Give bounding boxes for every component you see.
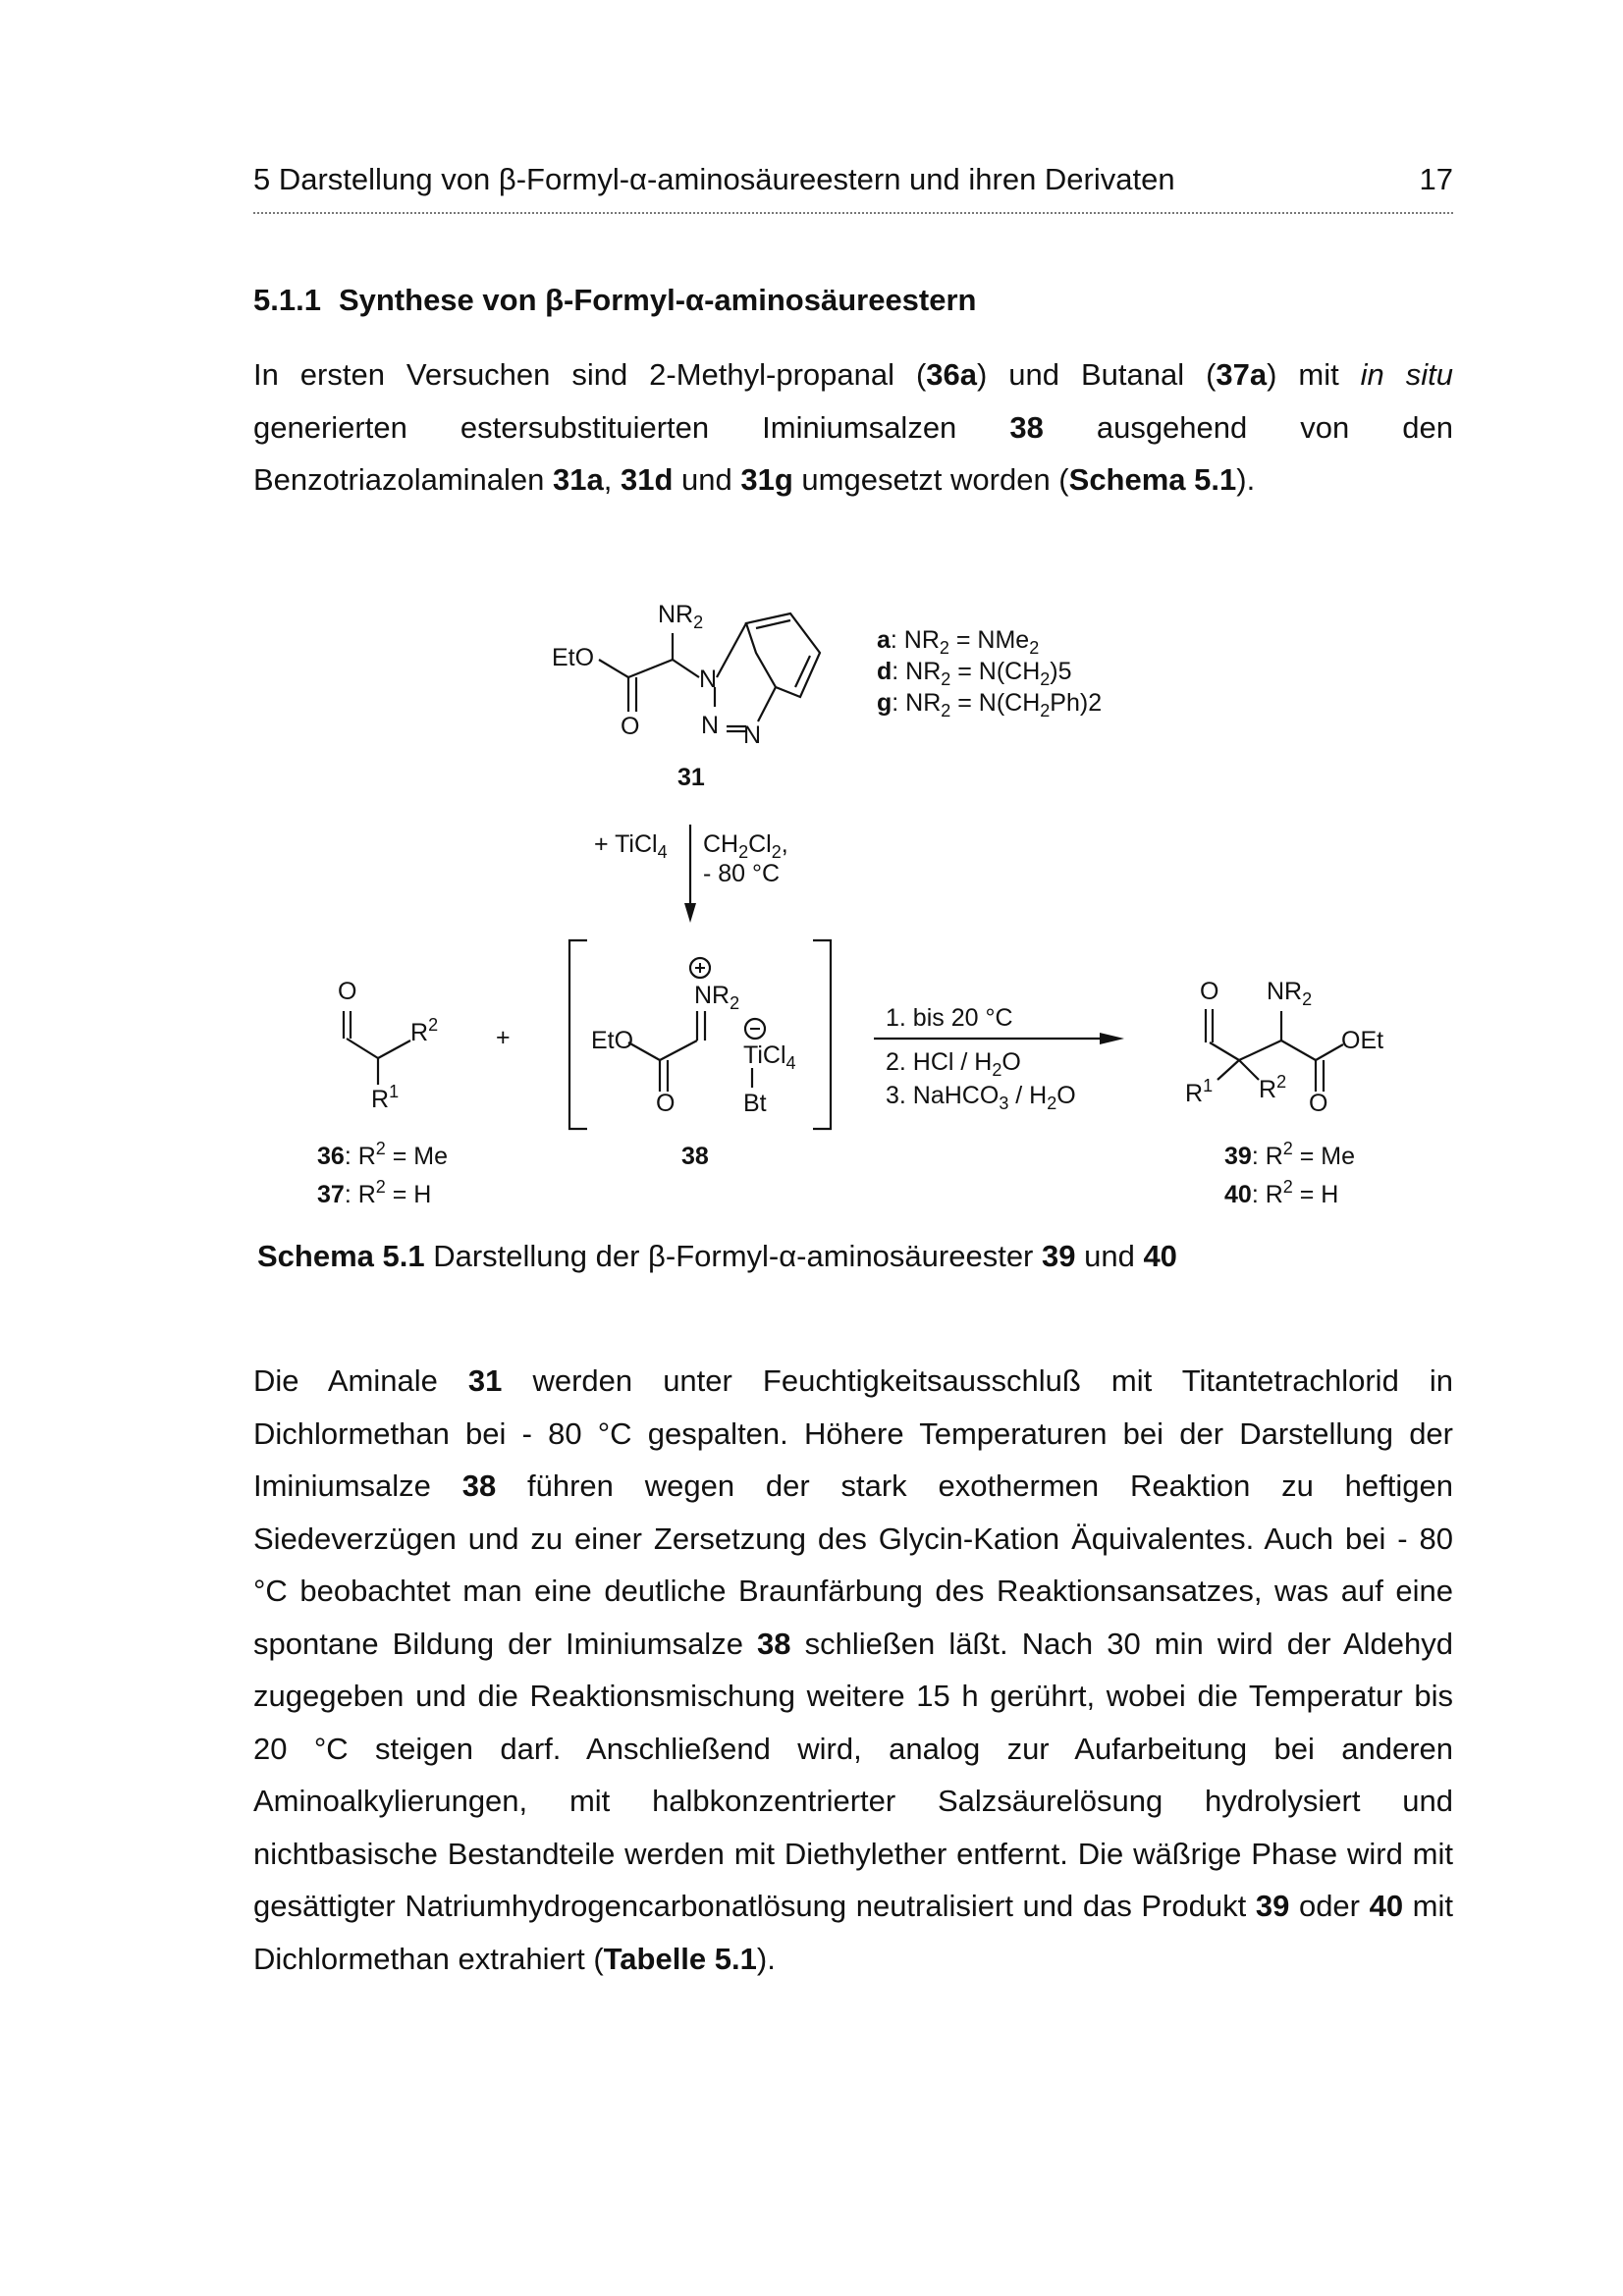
aldehyde-o-label: O: [338, 978, 357, 1005]
compound-label-37: 37: $R^2 = H$: [317, 1177, 432, 1208]
ticl4-label: TiCl$_4$: [743, 1041, 796, 1073]
caption-label: Schema 5.1: [257, 1239, 425, 1273]
section-title: Synthese von β-Formyl-α-aminosäureestern: [338, 283, 977, 317]
page-number: 17: [1419, 162, 1453, 196]
n-label: N: [701, 712, 720, 739]
compound-label-40: 40: $R^2 = H$: [1224, 1177, 1339, 1208]
section-number: 5.1.1: [253, 283, 321, 317]
text-run: ) mit: [1267, 357, 1361, 392]
compound-ref: 38: [757, 1626, 791, 1661]
compound-ref: 38: [1009, 409, 1044, 445]
text-run: schließen läßt. Nach 30 min wird der Aldehyd zugegeben und die Reaktionsmischung weitere 15 h gerührt, wobei die Temperatur bis 20 °C steigen darf. Anschließend wird, analog zur Aufarbeitung bei anderen Aminoalkylierungen, mit halbkonzentrierter Salzsäurelösung hydrolysiert und nichtbasische Bestandteile werden mit Diethylether entfernt. Die wäßrige Phase wird mit gesättigter Natriumhydrogencarbonatlösung neutralisiert und das Produkt: [253, 1626, 1453, 1923]
compound-ref: 36a: [926, 357, 978, 392]
eto-label: EtO: [552, 644, 595, 671]
step2-condition-3: 3. NaHCO$_3$ / $H_2O$: [886, 1082, 1076, 1113]
header-title: 5 Darstellung von β-Formyl-α-aminosäureestern und ihren Derivaten: [253, 162, 1175, 196]
text-run: mit Dichlormethan extrahiert (: [253, 1889, 1453, 1976]
step2-condition-2: 2. HCl / $H_2O$: [886, 1048, 1021, 1080]
product-o-label: O: [1200, 978, 1219, 1005]
compound-ref: 31d: [620, 462, 674, 497]
bond-lines: [344, 614, 1343, 1129]
compound-number-31: 31: [677, 764, 705, 791]
compound-number-38: 38: [681, 1143, 709, 1170]
text-run: ausgehend von den Benzotriazolaminalen: [253, 409, 1454, 497]
compound-ref: 40: [1369, 1889, 1404, 1923]
text-run: In ersten Versuchen sind 2-Methyl-propanal (: [253, 357, 927, 392]
r2-label: $R^2$: [410, 1015, 439, 1046]
product-o-bottom-label: O: [1309, 1090, 1328, 1117]
product-nr2-label: $NR_2$: [1267, 978, 1313, 1009]
iminium-nr2-label: $NR_2$: [694, 982, 740, 1013]
step1-solvent: $CH_2Cl_2$,: [703, 830, 788, 862]
step1-temperature: - 80 °C: [703, 860, 781, 887]
variant-d: d: $NR_2 = N(CH_2)5$: [877, 658, 1072, 689]
text-run: umgesetzt worden (: [792, 462, 1069, 497]
text-run: führen wegen der stark exothermen Reaktion zu heftigen Siedeverzügen und zu einer Zersetzung des Glycin-Kation Äquivalentes. Auch bei - 80 °C beobachtet man eine deutliche Braunfärbung des Reaktionsansatzes, was auf eine spontane Bildung der Iminiumsalze: [253, 1468, 1454, 1661]
bt-label: Bt: [743, 1090, 767, 1117]
text-run: ) und Butanal (: [977, 357, 1217, 392]
compound-ref: 31g: [740, 462, 793, 497]
variant-g: g: $NR_2 = N(CH_2Ph)2$: [877, 689, 1103, 721]
r1-label: $R^1$: [371, 1082, 400, 1113]
step2-condition-1: 1. bis 20 °C: [886, 1004, 1013, 1032]
compound-ref: 38: [461, 1468, 497, 1503]
carbonyl-o-label: O: [621, 713, 640, 740]
plus-sign: +: [496, 1024, 511, 1051]
product-r2-label: $R^2$: [1259, 1072, 1287, 1103]
text-run: Die Aminale: [253, 1363, 468, 1398]
product-oet-label: OEt: [1341, 1027, 1384, 1054]
compound-ref: 40: [1143, 1239, 1177, 1273]
body-paragraph: [253, 1355, 1453, 1985]
n-label: N: [699, 666, 718, 693]
text-run: oder: [1289, 1889, 1370, 1923]
scheme-caption: [257, 1239, 1177, 1274]
caption-text: und: [1075, 1239, 1144, 1273]
variant-a: a: $NR_2 = NMe_2$: [877, 626, 1040, 658]
step1-reagent: + TiCl$_4$: [594, 830, 668, 862]
compound-ref: 31: [467, 1363, 503, 1398]
product-r1-label: $R^1$: [1185, 1076, 1214, 1107]
italic-term: in situ: [1360, 357, 1453, 392]
compound-ref: 31a: [553, 462, 604, 497]
n-label: N: [743, 721, 762, 749]
compound-label-36: 36: $R^2 = Me$: [317, 1139, 449, 1170]
compound-ref: 39: [1042, 1239, 1076, 1273]
iminium-o-label: O: [656, 1090, 676, 1117]
scheme-ref: Schema 5.1: [1068, 462, 1237, 497]
text-run: generierten estersubstituierten Iminiumsalzen: [253, 409, 1010, 445]
text-run: ,: [603, 462, 621, 497]
text-run: ).: [1236, 462, 1256, 497]
text-run: ).: [756, 1941, 776, 1976]
nr2-label: $NR_2$: [658, 601, 704, 632]
caption-text: Darstellung der β-Formyl-α-aminosäureester: [424, 1239, 1042, 1273]
text-run: werden unter Feuchtigkeitsausschluß mit Titantetrachlorid in Dichlormethan bei - 80 °C gespalten. Höhere Temperaturen bei der Darstellung der Iminiumsalze: [253, 1363, 1453, 1503]
text-run: und: [673, 462, 741, 497]
iminium-eto-label: EtO: [591, 1027, 634, 1054]
compound-ref: 37a: [1216, 357, 1268, 392]
compound-label-39: 39: $R^2 = Me$: [1224, 1139, 1356, 1170]
table-ref: Tabelle 5.1: [603, 1941, 757, 1976]
compound-ref: 39: [1255, 1889, 1290, 1923]
